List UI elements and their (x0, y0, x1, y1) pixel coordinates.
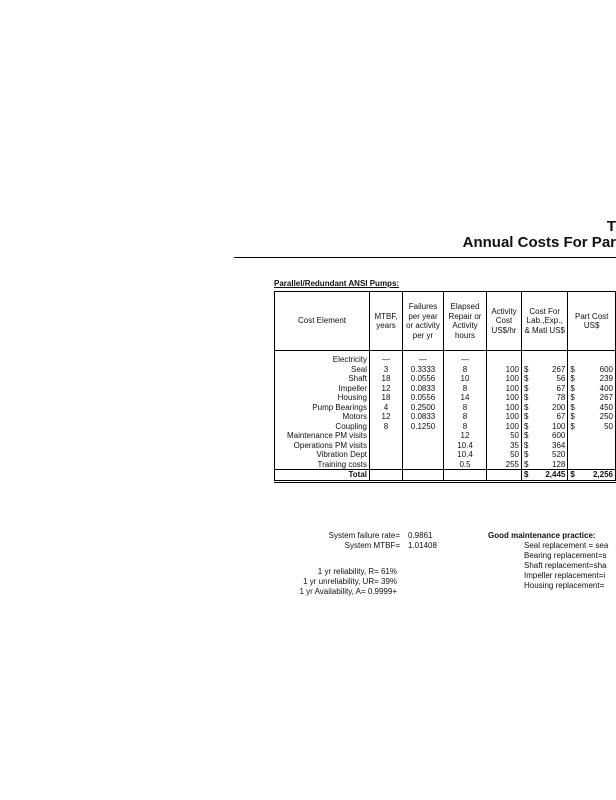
cell-lab-dollar: $ (522, 431, 533, 441)
header-mtbf: MTBF, years (370, 292, 403, 351)
cell-part-cost: 450 (578, 403, 615, 413)
cell-mtbf: 18 (370, 374, 403, 384)
cell-mtbf: 12 (370, 412, 403, 422)
cell-lab-cost: 78 (532, 393, 568, 403)
table-row (275, 351, 616, 365)
cell-elapsed: 10 (444, 374, 487, 384)
table-row (275, 374, 616, 384)
reliability-line: 1 yr reliability, R= 61% (317, 567, 397, 576)
cell-elapsed: 8 (444, 412, 487, 422)
cell-mtbf: 18 (370, 393, 403, 403)
cell-element: Seal (275, 365, 370, 375)
cell-lab-dollar: $ (522, 441, 533, 451)
header-activity-cost: Activity Cost US$/hr (487, 292, 522, 351)
system-metrics (276, 531, 437, 551)
cell-total-part-cost: 2,256 (578, 470, 615, 482)
cell-failures: 0.0556 (403, 393, 444, 403)
cell-mtbf: 4 (370, 403, 403, 413)
cell-lab-dollar: $ (522, 450, 533, 460)
table-row (275, 393, 616, 403)
header-elapsed: Elapsed Repair or Activity hours (444, 292, 487, 351)
cell-failures: 0.3333 (403, 365, 444, 375)
cell-mtbf: 8 (370, 422, 403, 432)
failure-rate-row (276, 531, 437, 541)
cell-elapsed: 10.4 (444, 450, 487, 460)
cell-lab-dollar: $ (522, 384, 533, 394)
cell-element: Pump Bearings (275, 403, 370, 413)
cell-failures: 0.0556 (403, 374, 444, 384)
cell-elapsed: 10.4 (444, 441, 487, 451)
cell-failures: 0.0833 (403, 384, 444, 394)
cell-elapsed: 12 (444, 431, 487, 441)
practice-item: Shaft replacement=sha (524, 561, 607, 570)
cell-lab-cost (532, 351, 568, 365)
cell-total-lab-dollar: $ (522, 470, 533, 482)
table-row (275, 403, 616, 413)
cell-part-dollar (568, 450, 579, 460)
cell-part-dollar (568, 460, 579, 470)
cell-part-cost: 239 (578, 374, 615, 384)
cell-part-dollar: $ (568, 403, 579, 413)
mtbf-value: 1.01408 (408, 541, 437, 550)
cell-part-cost: 600 (578, 365, 615, 375)
cell-failures (403, 450, 444, 460)
cell-elapsed: 8 (444, 384, 487, 394)
mtbf-label: System MTBF= (344, 541, 400, 550)
failure-rate-label: System failure rate= (328, 531, 400, 540)
header-cost-element: Cost Element (275, 292, 370, 351)
cell-part-cost: 250 (578, 412, 615, 422)
cell-mtbf (370, 450, 403, 460)
cell-mtbf: — (370, 351, 403, 365)
cell-activity-cost (487, 351, 522, 365)
cell-lab-cost: 56 (532, 374, 568, 384)
cell-elapsed: 8 (444, 403, 487, 413)
cell-lab-dollar: $ (522, 460, 533, 470)
cell-lab-dollar: $ (522, 412, 533, 422)
cell-mtbf (370, 460, 403, 470)
cell-part-dollar (568, 351, 579, 365)
table-row (275, 431, 616, 441)
cell-element: Motors (275, 412, 370, 422)
practice-heading: Good maintenance practice: (488, 531, 596, 540)
cell-total-lab-cost: 2,445 (532, 470, 568, 482)
cell-mtbf (370, 431, 403, 441)
cell-failures: 0.2500 (403, 403, 444, 413)
table-row (275, 441, 616, 451)
practice-item: Seal replacement = sea (524, 541, 609, 550)
practice-item: Bearing replacement=s (524, 551, 607, 560)
cell-total-part-dollar: $ (568, 470, 579, 482)
cell-empty (370, 470, 403, 482)
cell-empty (487, 470, 522, 482)
cell-activity-cost: 50 (487, 450, 522, 460)
cell-empty (444, 470, 487, 482)
cell-elapsed: 8 (444, 422, 487, 432)
cell-part-cost (578, 351, 615, 365)
page-title: Annual Costs For Par (462, 234, 616, 251)
cell-element: Vibration Dept (275, 450, 370, 460)
cell-part-dollar: $ (568, 365, 579, 375)
cell-activity-cost: 255 (487, 460, 522, 470)
table-row (275, 412, 616, 422)
cell-part-cost: 400 (578, 384, 615, 394)
cell-lab-cost: 100 (532, 422, 568, 432)
header-failures: Failures per year or activity per yr (403, 292, 444, 351)
cell-lab-cost: 600 (532, 431, 568, 441)
cell-activity-cost: 100 (487, 393, 522, 403)
cell-elapsed: — (444, 351, 487, 365)
cell-element: Coupling (275, 422, 370, 432)
cell-element: Training costs (275, 460, 370, 470)
cell-activity-cost: 100 (487, 384, 522, 394)
practice-item: Impeller replacement=i (524, 571, 606, 580)
cell-part-dollar (568, 441, 579, 451)
cell-part-cost (578, 441, 615, 451)
cell-failures (403, 460, 444, 470)
cell-total-label: Total (275, 470, 370, 482)
cell-lab-cost: 67 (532, 384, 568, 394)
cell-lab-cost: 128 (532, 460, 568, 470)
cell-part-dollar: $ (568, 422, 579, 432)
table-row (275, 384, 616, 394)
header-rule (234, 257, 616, 258)
mtbf-row (276, 541, 437, 551)
cell-elapsed: 0.5 (444, 460, 487, 470)
cell-lab-dollar (522, 351, 533, 365)
cell-part-dollar (568, 431, 579, 441)
header-lab-cost: Cost For Lab.,Exp., & Matl US$ (522, 292, 568, 351)
cell-lab-cost: 267 (532, 365, 568, 375)
cell-part-dollar: $ (568, 374, 579, 384)
cell-element: Housing (275, 393, 370, 403)
reliability-block (277, 567, 397, 597)
cell-part-cost: 50 (578, 422, 615, 432)
section-title: Parallel/Redundant ANSI Pumps: (274, 279, 400, 288)
availability-line: 1 yr Availability, A= 0.9999+ (299, 587, 397, 596)
cell-part-dollar: $ (568, 412, 579, 422)
cell-lab-cost: 364 (532, 441, 568, 451)
cell-lab-cost: 200 (532, 403, 568, 413)
cell-part-cost (578, 460, 615, 470)
cell-lab-cost: 67 (532, 412, 568, 422)
table-header-row (275, 292, 616, 351)
cell-element: Shaft (275, 374, 370, 384)
maintenance-practice (488, 531, 608, 591)
cell-element: Impeller (275, 384, 370, 394)
cell-failures (403, 431, 444, 441)
cell-mtbf: 12 (370, 384, 403, 394)
cell-failures: — (403, 351, 444, 365)
cell-part-cost: 267 (578, 393, 615, 403)
cost-table (274, 291, 616, 483)
table-row (275, 365, 616, 375)
cell-lab-dollar: $ (522, 365, 533, 375)
cell-element: Electricity (275, 351, 370, 365)
cell-activity-cost: 100 (487, 412, 522, 422)
cell-activity-cost: 100 (487, 374, 522, 384)
cell-element: Operations PM visits (275, 441, 370, 451)
cell-failures: 0.1250 (403, 422, 444, 432)
cell-activity-cost: 100 (487, 422, 522, 432)
page-letter: T (606, 218, 616, 235)
table-row (275, 460, 616, 470)
table-total-row (275, 470, 616, 482)
cell-failures (403, 441, 444, 451)
cell-part-cost (578, 431, 615, 441)
practice-item: Housing replacement= (524, 581, 605, 590)
cell-elapsed: 14 (444, 393, 487, 403)
cell-activity-cost: 35 (487, 441, 522, 451)
cell-empty (403, 470, 444, 482)
cell-lab-dollar: $ (522, 393, 533, 403)
cell-part-dollar: $ (568, 384, 579, 394)
unreliability-line: 1 yr unreliability, UR= 39% (303, 577, 397, 586)
cell-lab-dollar: $ (522, 374, 533, 384)
cell-mtbf (370, 441, 403, 451)
failure-rate-value: 0.9861 (408, 531, 433, 540)
cell-activity-cost: 100 (487, 403, 522, 413)
header-part-cost: Part Cost US$ (568, 292, 616, 351)
cell-activity-cost: 100 (487, 365, 522, 375)
cell-activity-cost: 50 (487, 431, 522, 441)
cell-lab-dollar: $ (522, 422, 533, 432)
cell-element: Maintenance PM visits (275, 431, 370, 441)
table-row (275, 450, 616, 460)
cell-lab-dollar: $ (522, 403, 533, 413)
cell-elapsed: 8 (444, 365, 487, 375)
cell-part-cost (578, 450, 615, 460)
cell-lab-cost: 520 (532, 450, 568, 460)
cell-part-dollar: $ (568, 393, 579, 403)
cell-mtbf: 3 (370, 365, 403, 375)
cell-failures: 0.0833 (403, 412, 444, 422)
table-row (275, 422, 616, 432)
